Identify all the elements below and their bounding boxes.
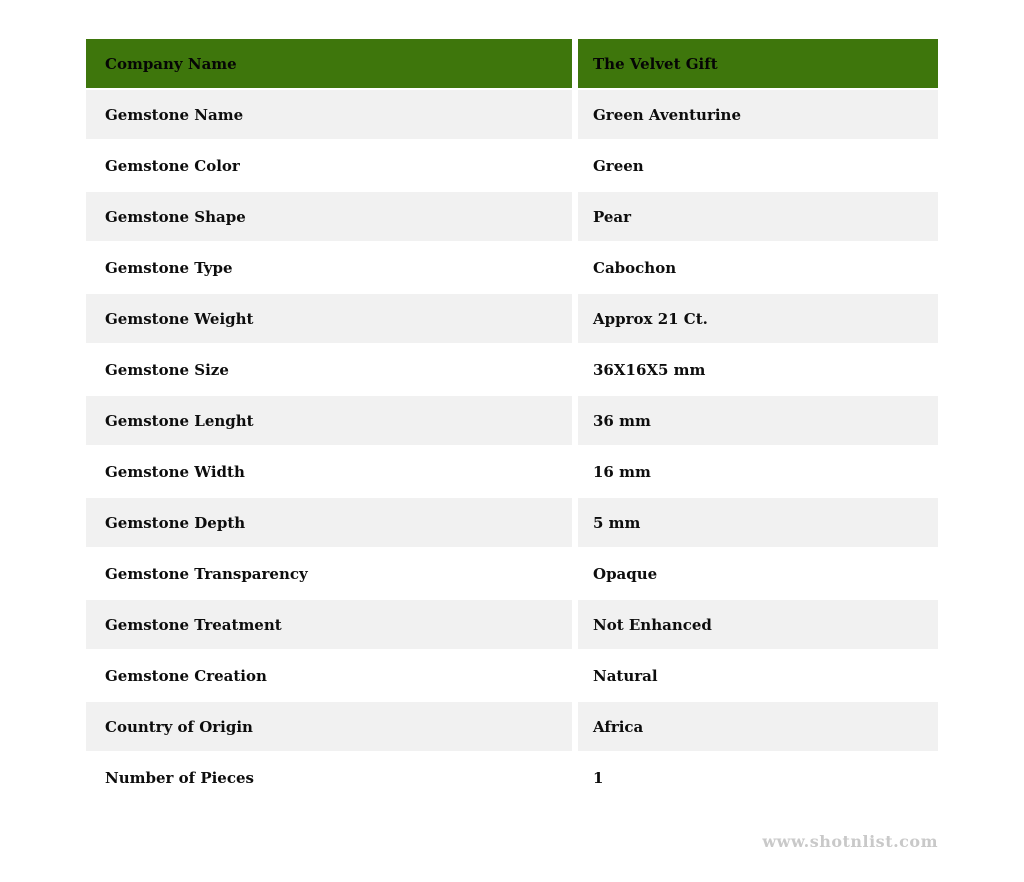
table-row-label: Gemstone Name xyxy=(86,90,572,139)
table-row-label: Number of Pieces xyxy=(86,753,572,802)
table-row-label: Gemstone Depth xyxy=(86,498,572,547)
table-row-value: Cabochon xyxy=(578,243,938,292)
table-row-value: Not Enhanced xyxy=(578,600,938,649)
table-row-value: 36X16X5 mm xyxy=(578,345,938,394)
gemstone-spec-table xyxy=(86,39,938,802)
table-row-label: Gemstone Lenght xyxy=(86,396,572,445)
table-row-value: Natural xyxy=(578,651,938,700)
table-row-value: Africa xyxy=(578,702,938,751)
table-row-value: Approx 21 Ct. xyxy=(578,294,938,343)
table-row-value: Opaque xyxy=(578,549,938,598)
watermark-text: www.shotnlist.com xyxy=(762,832,938,851)
table-header-label: Company Name xyxy=(86,39,572,88)
table-row-label: Gemstone Type xyxy=(86,243,572,292)
table-row-value: 5 mm xyxy=(578,498,938,547)
table-row-label: Gemstone Width xyxy=(86,447,572,496)
table-row-label: Gemstone Weight xyxy=(86,294,572,343)
table-row-value: 36 mm xyxy=(578,396,938,445)
table-row-value: Green xyxy=(578,141,938,190)
table-row-value: Pear xyxy=(578,192,938,241)
table-row-label: Country of Origin xyxy=(86,702,572,751)
table-row-label: Gemstone Color xyxy=(86,141,572,190)
table-row-value: 16 mm xyxy=(578,447,938,496)
table-row-label: Gemstone Shape xyxy=(86,192,572,241)
table-row-label: Gemstone Transparency xyxy=(86,549,572,598)
table-row-label: Gemstone Creation xyxy=(86,651,572,700)
table-header-value: The Velvet Gift xyxy=(578,39,938,88)
table-row-label: Gemstone Treatment xyxy=(86,600,572,649)
table-row-value: Green Aventurine xyxy=(578,90,938,139)
table-row-label: Gemstone Size xyxy=(86,345,572,394)
table-row-value: 1 xyxy=(578,753,938,802)
